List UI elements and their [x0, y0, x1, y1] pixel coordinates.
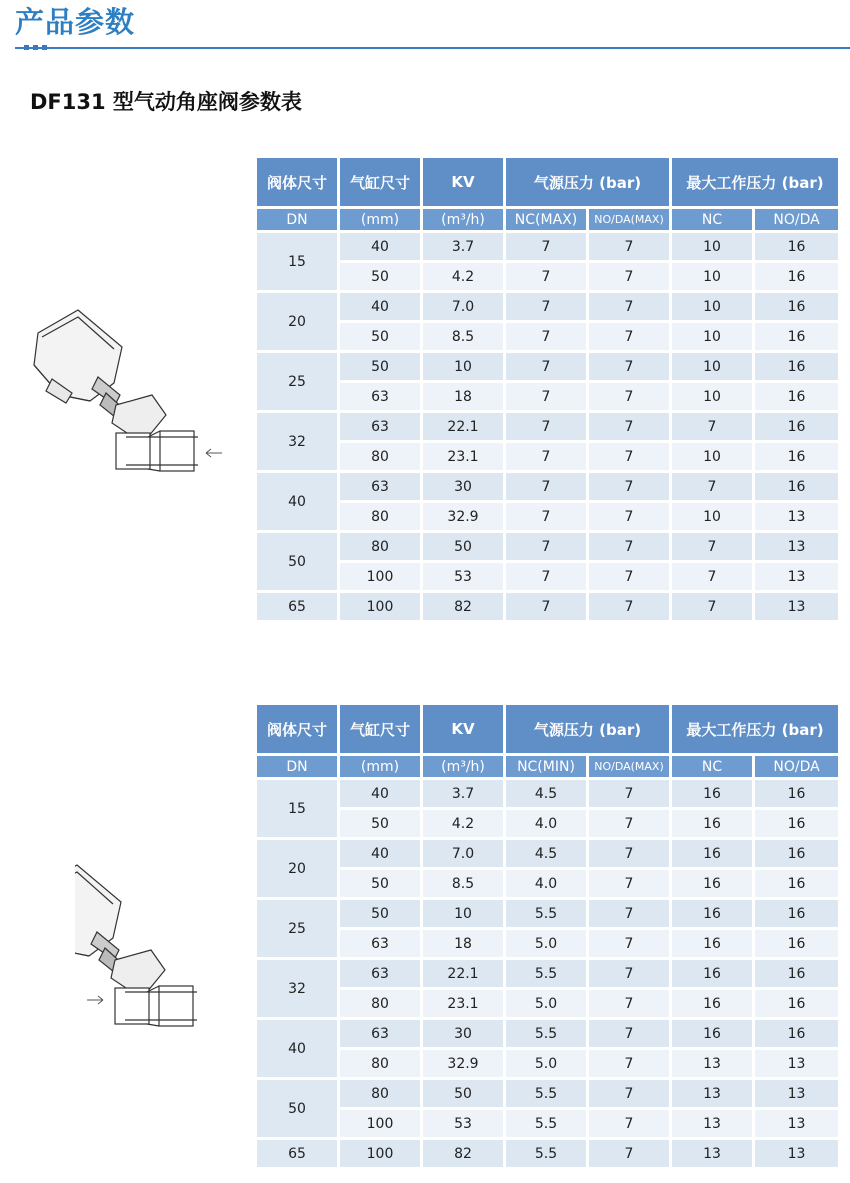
cell: 10 [672, 293, 752, 320]
cell: 13 [755, 1140, 838, 1167]
cell: 7 [506, 383, 586, 410]
cell: 10 [672, 263, 752, 290]
cell: 7 [589, 1140, 669, 1167]
cell: 7 [589, 503, 669, 530]
dn-cell: 25 [257, 900, 337, 957]
cell: 7 [589, 443, 669, 470]
cell: 10 [423, 353, 503, 380]
cell: 50 [340, 263, 420, 290]
cell: 7 [589, 293, 669, 320]
cell: 18 [423, 383, 503, 410]
cell: 16 [755, 810, 838, 837]
cell: 80 [340, 1080, 420, 1107]
cell: 7 [506, 443, 586, 470]
cell: 16 [755, 900, 838, 927]
cell: 16 [672, 930, 752, 957]
cell: 7 [589, 840, 669, 867]
cell: 100 [340, 1140, 420, 1167]
header-air-pressure: 气源压力 (bar) [506, 705, 669, 753]
dn-cell: 65 [257, 593, 337, 620]
cell: 10 [672, 323, 752, 350]
cell: 7 [506, 233, 586, 260]
cell: 53 [423, 1110, 503, 1137]
cell: 3.7 [423, 233, 503, 260]
dn-cell: 15 [257, 233, 337, 290]
dn-cell: 15 [257, 780, 337, 837]
cell: 7 [506, 593, 586, 620]
cell: 10 [672, 443, 752, 470]
cell: 16 [755, 233, 838, 260]
cell: 7 [506, 503, 586, 530]
cell: 7 [589, 383, 669, 410]
cell: 13 [672, 1080, 752, 1107]
cell: 16 [755, 1020, 838, 1047]
cell: 16 [755, 780, 838, 807]
cell: 7 [589, 1050, 669, 1077]
subheader-noda-air: NO/DA(MAX) [589, 209, 669, 230]
header-max-pressure: 最大工作压力 (bar) [672, 158, 838, 206]
cell: 63 [340, 473, 420, 500]
cell: 63 [340, 1020, 420, 1047]
cell: 7 [672, 413, 752, 440]
cell: 5.5 [506, 1020, 586, 1047]
cell: 16 [755, 990, 838, 1017]
cell: 7 [589, 1020, 669, 1047]
title-rule [15, 47, 850, 49]
subheader-nc-max: NC [672, 756, 752, 777]
cell: 10 [672, 503, 752, 530]
cell: 5.5 [506, 1080, 586, 1107]
cell: 50 [340, 870, 420, 897]
dn-cell: 50 [257, 533, 337, 590]
cell: 10 [672, 383, 752, 410]
cell: 23.1 [423, 443, 503, 470]
dn-cell: 50 [257, 1080, 337, 1137]
dn-cell: 25 [257, 353, 337, 410]
cell: 53 [423, 563, 503, 590]
cell: 100 [340, 1110, 420, 1137]
cell: 7.0 [423, 293, 503, 320]
header-air-pressure: 气源压力 (bar) [506, 158, 669, 206]
cell: 10 [672, 353, 752, 380]
cell: 10 [423, 900, 503, 927]
cell: 13 [755, 533, 838, 560]
cell: 7 [589, 1110, 669, 1137]
cell: 8.5 [423, 323, 503, 350]
cell: 7 [506, 323, 586, 350]
cell: 7 [589, 593, 669, 620]
cell: 7 [672, 473, 752, 500]
cell: 16 [755, 413, 838, 440]
cell: 16 [755, 960, 838, 987]
cell: 13 [672, 1140, 752, 1167]
cell: 50 [340, 900, 420, 927]
cell: 16 [755, 870, 838, 897]
header-valve-size: 阀体尺寸 [257, 158, 337, 206]
cell: 16 [672, 990, 752, 1017]
subheader-nc-air: NC(MAX) [506, 209, 586, 230]
cell: 30 [423, 473, 503, 500]
cell: 7 [589, 413, 669, 440]
section-title: 产品参数 [15, 5, 136, 39]
cell: 32.9 [423, 503, 503, 530]
cell: 16 [755, 840, 838, 867]
subheader-noda-max: NO/DA [755, 209, 838, 230]
dn-cell: 40 [257, 473, 337, 530]
cell: 40 [340, 233, 420, 260]
cell: 7 [589, 930, 669, 957]
cell: 13 [755, 503, 838, 530]
cell: 50 [340, 353, 420, 380]
angle-seat-valve-diagram [20, 305, 230, 480]
cell: 100 [340, 563, 420, 590]
cell: 80 [340, 503, 420, 530]
cell: 40 [340, 780, 420, 807]
cell: 5.0 [506, 1050, 586, 1077]
cell: 7 [589, 353, 669, 380]
cell: 50 [340, 323, 420, 350]
cell: 13 [672, 1050, 752, 1077]
cell: 7 [506, 263, 586, 290]
cell: 13 [755, 593, 838, 620]
cell: 50 [423, 1080, 503, 1107]
cell: 82 [423, 593, 503, 620]
spec-table-2 [254, 702, 841, 1170]
cell: 16 [672, 900, 752, 927]
subheader-mm: (mm) [340, 756, 420, 777]
subheader-flow-unit: (m³/h) [423, 209, 503, 230]
cell: 13 [755, 1110, 838, 1137]
cell: 50 [340, 810, 420, 837]
subheader-nc-air: NC(MIN) [506, 756, 586, 777]
cell: 7 [672, 593, 752, 620]
cell: 80 [340, 990, 420, 1017]
cell: 7 [589, 473, 669, 500]
cell: 13 [755, 563, 838, 590]
cell: 22.1 [423, 960, 503, 987]
cell: 7 [589, 1080, 669, 1107]
cell: 4.0 [506, 870, 586, 897]
cell: 16 [755, 293, 838, 320]
cell: 100 [340, 593, 420, 620]
cell: 5.5 [506, 1110, 586, 1137]
cell: 22.1 [423, 413, 503, 440]
cell: 7 [589, 323, 669, 350]
cell: 40 [340, 840, 420, 867]
cell: 3.7 [423, 780, 503, 807]
subheader-nc-max: NC [672, 209, 752, 230]
cell: 8.5 [423, 870, 503, 897]
cell: 16 [755, 323, 838, 350]
header-cylinder-size: 气缸尺寸 [340, 158, 420, 206]
cell: 16 [672, 870, 752, 897]
cell: 7 [589, 960, 669, 987]
cell: 32.9 [423, 1050, 503, 1077]
cell: 7 [589, 810, 669, 837]
dn-cell: 40 [257, 1020, 337, 1077]
cell: 7 [589, 900, 669, 927]
dn-cell: 20 [257, 840, 337, 897]
cell: 18 [423, 930, 503, 957]
cell: 7 [672, 533, 752, 560]
header-valve-size: 阀体尺寸 [257, 705, 337, 753]
cell: 7 [589, 990, 669, 1017]
cell: 80 [340, 1050, 420, 1077]
cell: 5.5 [506, 1140, 586, 1167]
spec-table-1 [254, 155, 841, 623]
cell: 16 [755, 930, 838, 957]
cell: 5.5 [506, 960, 586, 987]
cell: 7 [506, 353, 586, 380]
dn-cell: 65 [257, 1140, 337, 1167]
cell: 50 [423, 533, 503, 560]
cell: 7 [589, 870, 669, 897]
subheader-noda-air: NO/DA(MAX) [589, 756, 669, 777]
cell: 16 [672, 840, 752, 867]
cell: 13 [755, 1080, 838, 1107]
cell: 7 [672, 563, 752, 590]
cell: 7 [506, 413, 586, 440]
cell: 63 [340, 383, 420, 410]
cell: 63 [340, 413, 420, 440]
cell: 5.5 [506, 900, 586, 927]
doc-title: DF131 型气动角座阀参数表 [30, 90, 302, 114]
cell: 80 [340, 443, 420, 470]
header-cylinder-size: 气缸尺寸 [340, 705, 420, 753]
cell: 13 [672, 1110, 752, 1137]
cell: 7 [589, 533, 669, 560]
cell: 7 [589, 263, 669, 290]
cell: 13 [755, 1050, 838, 1077]
subheader-dn: DN [257, 756, 337, 777]
dn-cell: 20 [257, 293, 337, 350]
cell: 4.2 [423, 263, 503, 290]
cell: 16 [672, 1020, 752, 1047]
cell: 16 [672, 780, 752, 807]
cell: 7 [506, 293, 586, 320]
cell: 7 [589, 233, 669, 260]
cell: 16 [755, 383, 838, 410]
cell: 63 [340, 930, 420, 957]
cell: 7 [589, 780, 669, 807]
cell: 7 [589, 563, 669, 590]
cell: 7 [506, 473, 586, 500]
cell: 30 [423, 1020, 503, 1047]
dn-cell: 32 [257, 960, 337, 1017]
cell: 16 [672, 960, 752, 987]
subheader-dn: DN [257, 209, 337, 230]
cell: 16 [755, 263, 838, 290]
cell: 5.0 [506, 990, 586, 1017]
header-kv: KV [423, 705, 503, 753]
subheader-flow-unit: (m³/h) [423, 756, 503, 777]
cell: 40 [340, 293, 420, 320]
header-max-pressure: 最大工作压力 (bar) [672, 705, 838, 753]
cell: 4.2 [423, 810, 503, 837]
cell: 16 [755, 443, 838, 470]
dn-cell: 32 [257, 413, 337, 470]
cell: 7 [506, 533, 586, 560]
cell: 7.0 [423, 840, 503, 867]
cell: 4.0 [506, 810, 586, 837]
cell: 63 [340, 960, 420, 987]
cell: 5.0 [506, 930, 586, 957]
subheader-noda-max: NO/DA [755, 756, 838, 777]
cell: 80 [340, 533, 420, 560]
cell: 16 [755, 473, 838, 500]
cell: 16 [755, 353, 838, 380]
cell: 10 [672, 233, 752, 260]
cell: 4.5 [506, 840, 586, 867]
cell: 82 [423, 1140, 503, 1167]
cell: 4.5 [506, 780, 586, 807]
header-kv: KV [423, 158, 503, 206]
cell: 16 [672, 810, 752, 837]
cell: 7 [506, 563, 586, 590]
subheader-mm: (mm) [340, 209, 420, 230]
cell: 23.1 [423, 990, 503, 1017]
